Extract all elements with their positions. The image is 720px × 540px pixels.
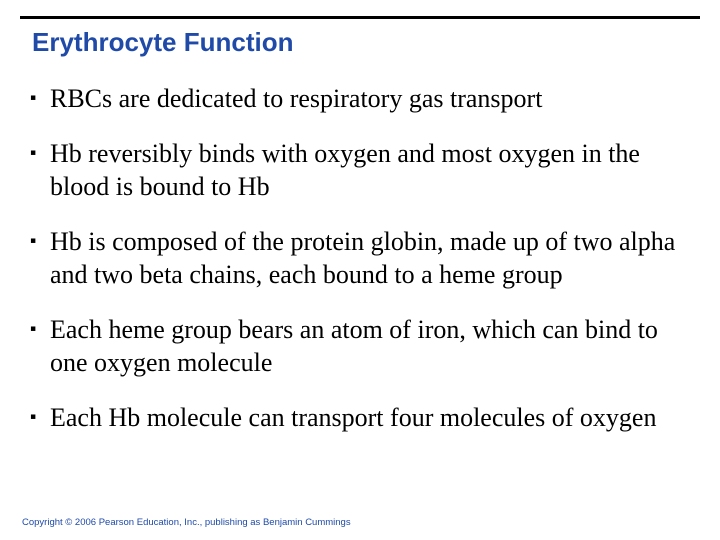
copyright-notice: Copyright © 2006 Pearson Education, Inc., publishing as Benjamin Cummings	[22, 517, 351, 528]
bullet-text: Hb is composed of the protein globin, made up of two alpha and two beta chains, each bound to a heme group	[50, 227, 676, 289]
bullet-square-icon: ▪	[30, 148, 37, 158]
title-rule	[20, 16, 700, 19]
bullet-list	[30, 82, 680, 456]
bullet-square-icon: ▪	[30, 236, 37, 246]
bullet-square-icon: ▪	[30, 412, 37, 422]
bullet-square-icon: ▪	[30, 324, 37, 334]
slide-title: Erythrocyte Function	[32, 27, 294, 57]
bullet-text: Each Hb molecule can transport four molecules of oxygen	[50, 403, 657, 432]
bullet-item	[30, 225, 680, 291]
bullet-item	[30, 401, 680, 434]
bullet-text: Hb reversibly binds with oxygen and most oxygen in the blood is bound to Hb	[50, 139, 640, 201]
bullet-item	[30, 313, 680, 379]
bullet-item	[30, 82, 680, 115]
bullet-item	[30, 137, 680, 203]
bullet-text: RBCs are dedicated to respiratory gas transport	[50, 84, 543, 113]
bullet-text: Each heme group bears an atom of iron, which can bind to one oxygen molecule	[50, 315, 658, 377]
bullet-square-icon: ▪	[30, 93, 37, 103]
